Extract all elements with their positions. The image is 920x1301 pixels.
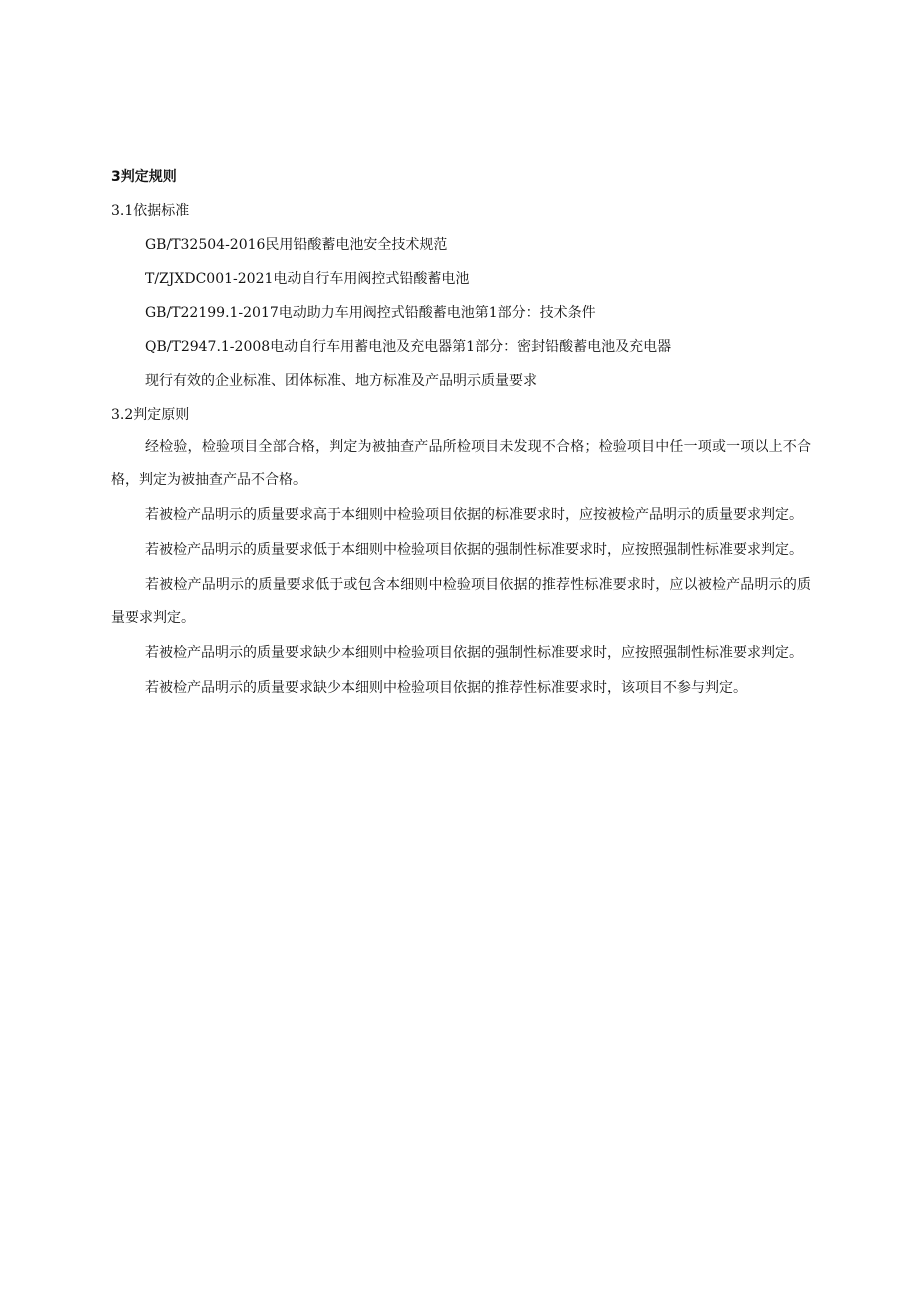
standard-item: 现行有效的企业标准、团体标准、地方标准及产品明示质量要求 [145,373,537,389]
principle-paragraph: 若被检产品明示的质量要求缺少本细则中检验项目依据的强制性标准要求时，应按照强制性标准要求判定。 [145,645,803,661]
standard-item: GB/T32504-2016民用铅酸蓄电池安全技术规范 [145,237,448,253]
principle-paragraph: 经检验，检验项目全部合格，判定为被抽查产品所检项目未发现不合格；检验项目中任一项或一项以上不合格，判定为被抽查产品不合格。 [111,439,811,488]
principle-paragraph: 若被检产品明示的质量要求高于本细则中检验项目依据的标准要求时，应按被检产品明示的质量要求判定。 [145,507,803,523]
principles-heading: 3.2判定原则 [111,407,190,423]
document-content [111,168,811,707]
principle-paragraph: 若被检产品明示的质量要求低于本细则中检验项目依据的强制性标准要求时，应按照强制性标准要求判定。 [145,542,803,558]
principle-paragraph: 若被检产品明示的质量要求低于或包含本细则中检验项目依据的推荐性标准要求时，应以被检产品明示的质量要求判定。 [111,577,811,626]
section-title: 3判定规则 [111,169,177,185]
basis-heading: 3.1依据标准 [111,203,190,219]
standard-item: GB/T22199.1-2017电动助力车用阀控式铅酸蓄电池第1部分：技术条件 [145,305,596,321]
standard-item: T/ZJXDC001-2021电动自行车用阀控式铅酸蓄电池 [145,271,470,287]
principle-paragraph: 若被检产品明示的质量要求缺少本细则中检验项目依据的推荐性标准要求时，该项目不参与判定。 [145,680,747,696]
standards-list [111,236,811,390]
standard-item: QB/T2947.1-2008电动自行车用蓄电池及充电器第1部分：密封铅酸蓄电池及充电器 [145,339,672,355]
